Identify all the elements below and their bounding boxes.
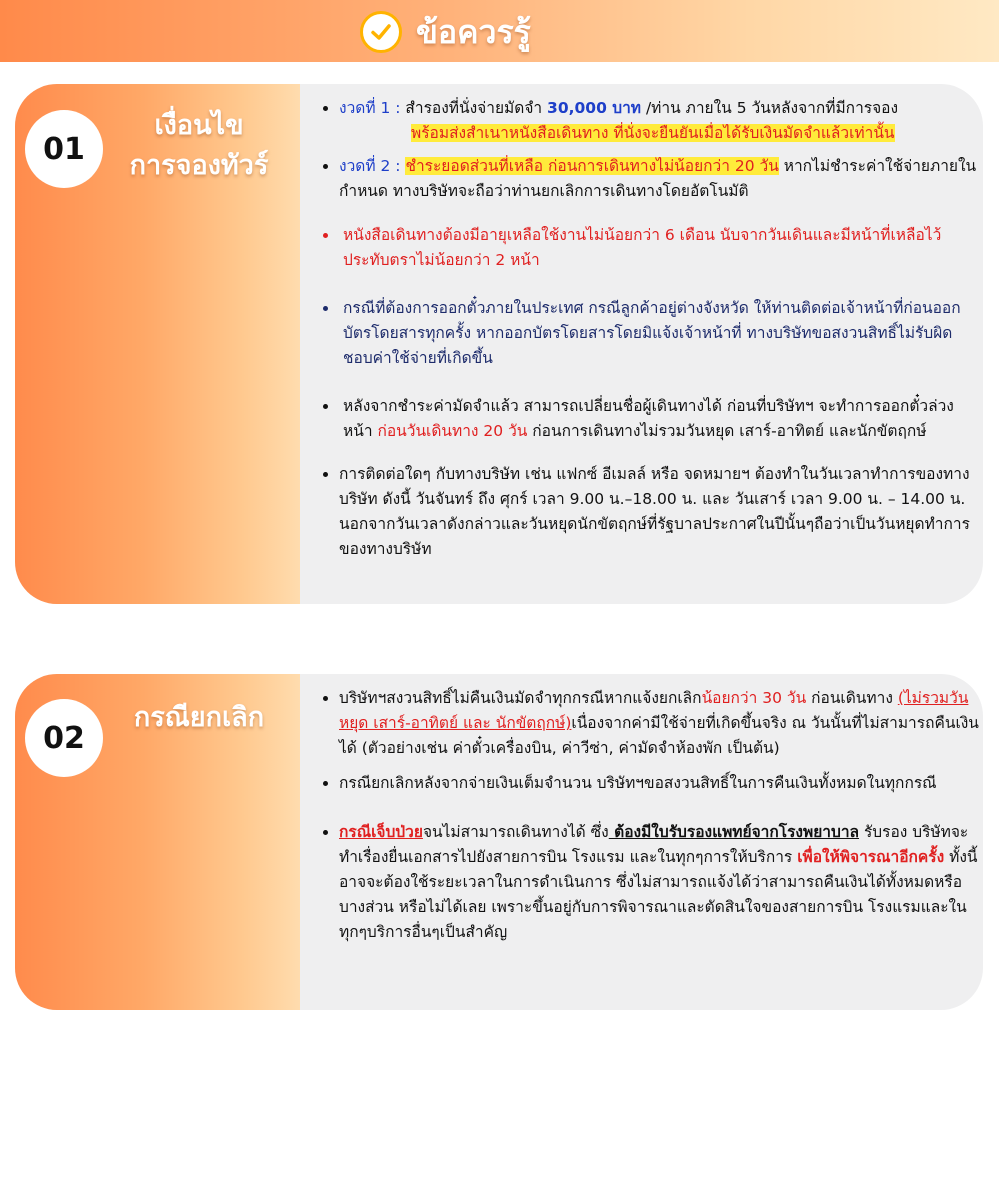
section-2-list — [319, 686, 979, 945]
section-1-list — [319, 96, 979, 562]
section-1-title-line1: เงื่อนไข — [154, 110, 244, 141]
item-text: สำรองที่นั่งจ่ายมัดจำ — [400, 99, 548, 117]
page-title: ข้อควรรู้ — [416, 12, 531, 51]
red-bold-text: กรณีเจ็บป่วย — [339, 823, 423, 841]
item-text: กรณีที่ต้องการออกตั๋วภายในประเทศ กรณีลูกค้าอยู่ต่างจังหวัด ให้ท่านติดต่อเจ้าหน้าที่ก่อนออกบัตรโดยสารทุกครั้ง หากออกบัตรโดยสารโดยมิแจ้งเจ้าหน้าที่ ทางบริษัทขอสงวนสิทธิ์ไม่รับผิดชอบค่าใช้จ่ายที่เกิดขึ้น — [343, 299, 961, 367]
item-text: ทั้งนี้ อาจจะต้องใช้ระยะเวลาในการดำเนินการ ซึ่งไม่สามารถแจ้งได้ว่าสามารถคืนเงินได้ทั้งหมดหรือบางส่วน หรือไม่ได้เลย เพราะขึ้นอยู่กับการพิจารณาและตัดสินใจของสายการบิน โรงแรมและในทุกๆบริการอื่นๆเป็นสำคัญ — [339, 848, 978, 941]
item-text: บริษัทฯสงวนสิทธิ์ไม่คืนเงินมัดจำทุกกรณีหากแจ้งยกเลิก — [339, 689, 702, 707]
section-2-title: กรณียกเลิก — [133, 702, 265, 733]
deposit-amount: 30,000 บาท — [547, 99, 642, 117]
item-text: หลังจากชำระค่ามัดจำแล้ว สามารถเปลี่ยนชื่อผู้เดินทางได้ ก่อนที่บริษัทฯ จะทำการออกตั๋วล่วงหน้า — [343, 397, 954, 440]
item-text: /ท่าน ภายใน 5 วันหลังจากที่มีการจอง — [641, 99, 899, 117]
list-item — [339, 96, 979, 146]
list-item — [339, 296, 979, 371]
section-2-content — [319, 686, 979, 945]
header-banner — [0, 0, 999, 62]
check-circle-icon — [360, 11, 402, 53]
list-item — [339, 820, 979, 945]
item-text: หากไม่ชำระค่าใช้จ่ายภายในกำหนด ทางบริษัทจะถือว่าท่านยกเลิกการเดินทางโดยอัตโนมัติ — [339, 157, 977, 200]
section-1-content — [319, 96, 979, 562]
item-text: ก่อนการเดินทางไม่รวมวันหยุด เสาร์-อาทิตย์ และนักขัตฤกษ์ — [527, 422, 927, 440]
item-text: รับรอง บริษัทจะทำเรื่องยื่นเอกสารไปยังสายการบิน โรงแรม และในทุกๆการให้บริการ — [339, 823, 969, 866]
red-text: น้อยกว่า 30 วัน — [701, 689, 807, 707]
bold-underline-text: ต้องมีใบรับรองแพทย์จากโรงพยาบาล — [608, 823, 860, 841]
section-2-panel — [15, 674, 300, 1010]
list-item — [339, 394, 979, 444]
header-title-group — [360, 10, 531, 54]
item-text: กรณียกเลิกหลังจากจ่ายเงินเต็มจำนวน บริษัทฯขอสงวนสิทธิ์ในการคืนเงินทั้งหมดในทุกกรณี — [339, 774, 937, 792]
red-text: ก่อนวันเดินทาง 20 วัน — [377, 422, 528, 440]
item-text: เนื่องจากค่ามีใช้จ่ายที่เกิดขึ้นจริง ณ วันนั้นที่ไม่สามารถคืนเงินได้ (ตัวอย่างเช่น ค่าตั๋วเครื่องบิน, ค่าวีซ่า, ค่ามัดจำห้องพัก เป็นต้น) — [339, 714, 979, 757]
red-underline-text: (ไม่รวมวันหยุด เสาร์-อาทิตย์ และ นักขัตฤกษ์) — [339, 689, 969, 732]
section-1-number: 01 — [25, 110, 103, 188]
list-item — [339, 223, 979, 273]
installment-1-label: งวดที่ 1 : — [339, 99, 401, 117]
list-item — [339, 771, 979, 796]
list-item — [339, 154, 979, 204]
red-bold-text: เพื่อให้พิจารณาอีกครั้ง — [797, 848, 945, 866]
list-item — [339, 686, 979, 761]
list-item — [339, 462, 979, 562]
section-1-title-line2: การจองทัวร์ — [129, 150, 269, 181]
section-1-panel — [15, 84, 300, 604]
section-1-title — [115, 106, 283, 186]
tour-booking-conditions-card — [15, 84, 983, 604]
section-2-number: 02 — [25, 699, 103, 777]
installment-2-label: งวดที่ 2 : — [339, 157, 401, 175]
cancellation-card — [15, 674, 983, 1010]
item-text: ก่อนเดินทาง — [806, 689, 898, 707]
item-text: หนังสือเดินทางต้องมีอายุเหลือใช้งานไม่น้อยกว่า 6 เดือน นับจากวันเดินและมีหน้าที่เหลือไว้ประทับตราไม่น้อยกว่า 2 หน้า — [343, 226, 942, 269]
highlight-text: พร้อมส่งสำเนาหนังสือเดินทาง ที่นั่งจะยืนยันเมื่อได้รับเงินมัดจำแล้วเท่านั้น — [411, 124, 895, 142]
item-text: การติดต่อใดๆ กับทางบริษัท เช่น แฟกซ์ อีเมลล์ หรือ จดหมายฯ ต้องทำในวันเวลาทำการของทางบริษัท ดังนี้ วันจันทร์ ถึง ศุกร์ เวลา 9.00 น.–18.00 น. และ วันเสาร์ เวลา 9.00 น. – 14.00 น. นอกจากวันเวลาดังกล่าวและวันหยุดนักขัตฤกษ์ที่รัฐบาลประกาศในปีนั้นๆถือว่าเป็นวันหยุดทำการของทางบริษัท — [339, 465, 970, 558]
item-text: จนไม่สามารถเดินทางได้ ซึ่ง — [422, 823, 609, 841]
highlight-text: ชำระยอดส่วนที่เหลือ ก่อนการเดินทางไม่น้อยกว่า 20 วัน — [405, 157, 779, 175]
